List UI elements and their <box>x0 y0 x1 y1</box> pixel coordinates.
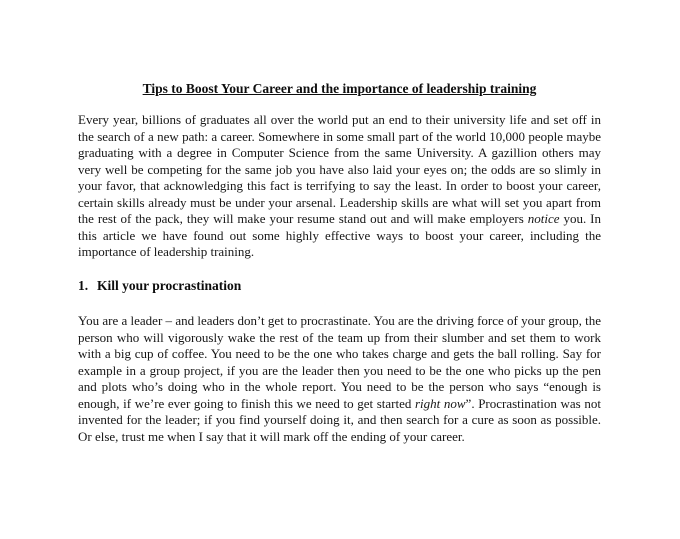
document-title-text: Tips to Boost Your Career and the importance of leadership training <box>142 81 537 96</box>
intro-paragraph: Every year, billions of graduates all over the world put an end to their university life and set off in the search of a new path: a career. Somewhere in some small part of the world 10,000 people maybe graduating with a degree in Computer Science from the same University. A gazillion others may very well be competing for the same job you have also laid your eyes on; the odds are so slimly in your favor, that acknowledging this fact is terrifying to say the least. In order to boost your career, certain skills already must be under your arsenal. Leadership skills are what will set you apart from the rest of the pack, they will make your resume stand out and will make employers notice you. In this article we have found out some highly effective ways to boost your career, including the importance of leadership training. <box>78 112 601 259</box>
section-1-heading <box>78 277 601 294</box>
section-1-heading-text: Kill your procrastination <box>97 278 242 293</box>
document-title <box>78 80 601 97</box>
section-1-paragraph: You are a leader – and leaders don’t get to procrastinate. You are the driving force of your group, the person who will vigorously wake the rest of the team up from their slumber and set them to work with a big cup of coffee. You need to be the one who takes charge and gets the ball rolling. Say for example in a group project, if you are the leader then you need to be the one who picks up the pen and plots who’s doing who in the whole report. You need to be the person who says “enough is enough, if we’re ever going to finish this we need to get started right now”. Procrastination was not invented for the leader; if you find yourself doing it, and then search for a cure as soon as possible. Or else, trust me when I say that it will mark off the ending of your career. <box>78 313 601 444</box>
document-page <box>0 80 680 539</box>
section-1-number: 1. <box>78 278 89 293</box>
